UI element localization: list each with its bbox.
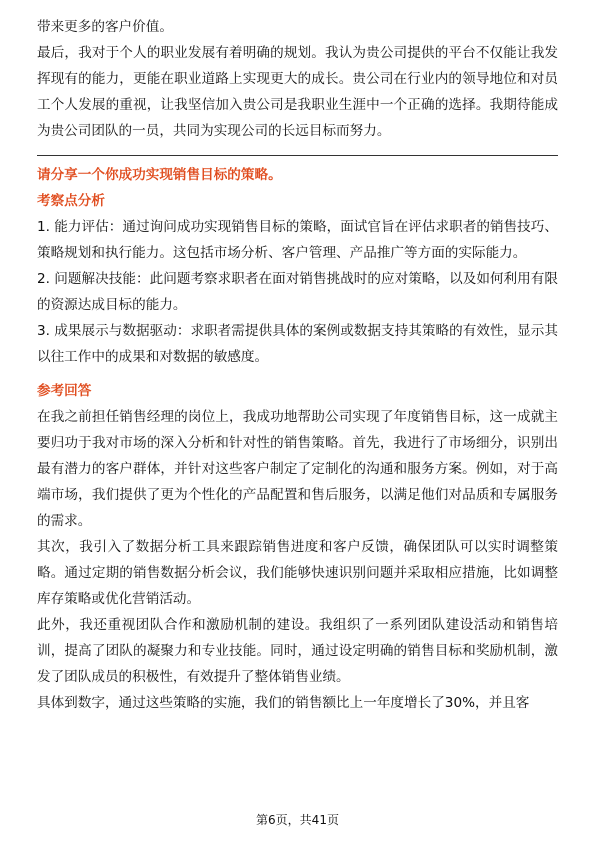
intro-paragraph: 带来更多的客户价值。 xyxy=(37,19,173,35)
answer-paragraph: 其次，我引入了数据分析工具来跟踪销售进度和客户反馈，确保团队可以实时调整策略。通过定期的销售数据分析会议，我们能够快速识别问题并采取相应措施，比如调整库存策略或优化营销活动。 xyxy=(37,539,558,607)
answer-paragraph: 在我之前担任销售经理的岗位上，我成功地帮助公司实现了年度销售目标，这一成就主要归功于我对市场的深入分析和针对性的销售策略。首先，我进行了市场细分，识别出最有潜力的客户群体，并针对这些客户制定了定制化的沟通和服务方案。例如，对于高端市场，我们提供了更为个性化的产品配置和售后服务，以满足他们对品质和专属服务的需求。 xyxy=(37,409,558,529)
intro-paragraph: 最后，我对于个人的职业发展有着明确的规划。我认为贵公司提供的平台不仅能让我发挥现有的能力，更能在职业道路上实现更大的成长。贵公司在行业内的领导地位和对员工个人发展的重视，让我坚信加入贵公司是我职业生涯中一个正确的选择。我期待能成为贵公司团队的一员，共同为实现公司的长远目标而努力。 xyxy=(37,45,558,139)
analysis-heading: 考察点分析 xyxy=(37,193,105,209)
analysis-item: 1. 能力评估：通过询问成功实现销售目标的策略，面试官旨在评估求职者的销售技巧、策略规划和执行能力。这包括市场分析、客户管理、产品推广等方面的实际能力。 xyxy=(37,219,558,261)
answer-heading: 参考回答 xyxy=(37,383,92,399)
spacer xyxy=(37,370,558,378)
answer-paragraph: 此外，我还重视团队合作和激励机制的建设。我组织了一系列团队建设活动和销售培训，提高了团队的凝聚力和专业技能。同时，通过设定明确的销售目标和奖励机制，激发了团队成员的积极性，有效提升了整体销售业绩。 xyxy=(37,617,558,685)
analysis-item: 2. 问题解决技能：此问题考察求职者在面对销售挑战时的应对策略，以及如何利用有限的资源达成目标的能力。 xyxy=(37,271,558,313)
answer-paragraph: 具体到数字，通过这些策略的实施，我们的销售额比上一年度增长了30%，并且客 xyxy=(37,695,530,711)
page-number-footer: 第6页，共41页 xyxy=(256,813,339,827)
analysis-item: 3. 成果展示与数据驱动：求职者需提供具体的案例或数据支持其策略的有效性，显示其以往工作中的成果和对数据的敏感度。 xyxy=(37,323,558,365)
question-title: 请分享一个你成功实现销售目标的策略。 xyxy=(37,167,282,183)
page-content xyxy=(37,14,558,716)
section-divider xyxy=(37,155,558,156)
